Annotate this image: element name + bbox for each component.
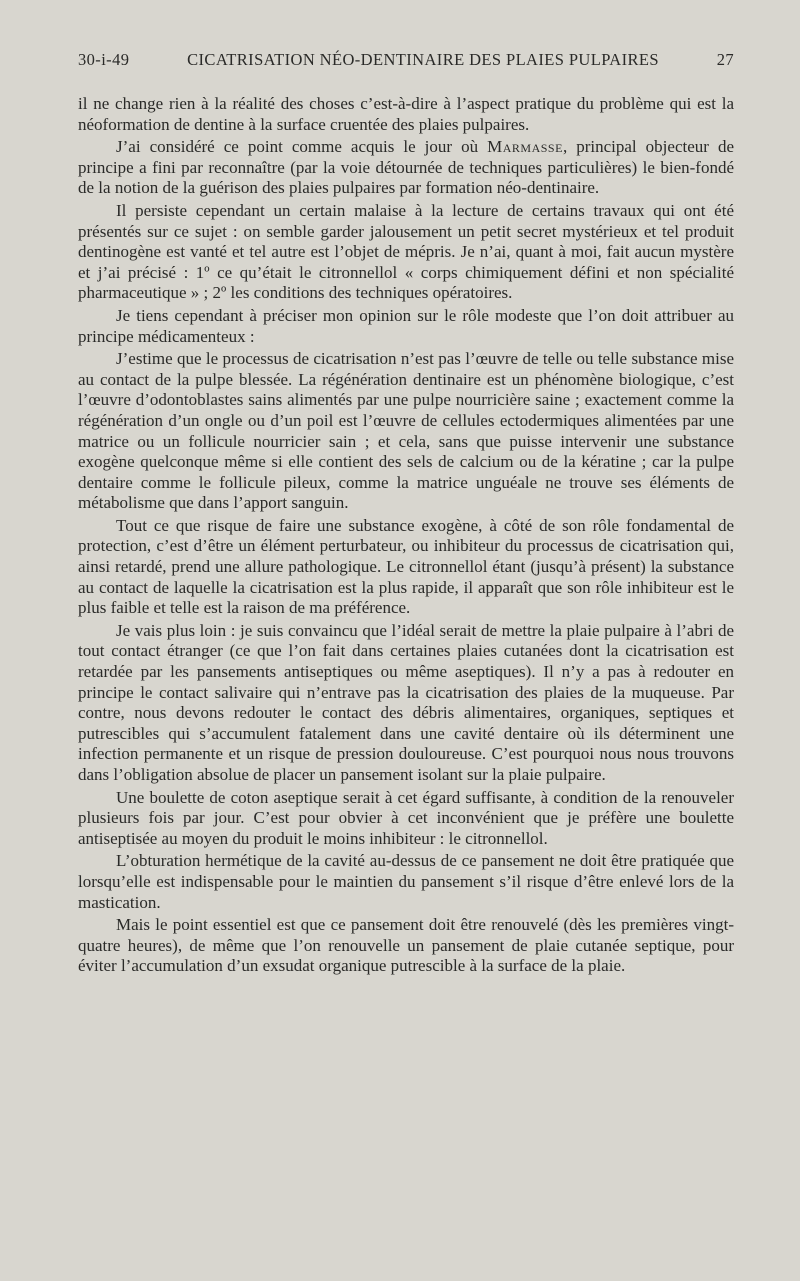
paragraph-6: Tout ce que risque de faire une substance exogène, à côté de son rôle fondamental de protection, c’est d’être un élément perturbateur, ou inhibiteur du processus de cicatrisation qui, ainsi retardé, prend une allure pathologique. Le citronnellol étant (jusqu’à présent) la substance au contact de laquelle la cicatrisation est la plus rapide, il apparaît que son rôle inhibiteur est le plus faible et telle est la raison de ma préférence. <box>78 515 734 618</box>
paragraph-2 <box>78 137 734 199</box>
paragraph-4: Je tiens cependant à préciser mon opinion sur le rôle modeste que l’on doit attribuer au principe médicamenteux : <box>78 305 734 346</box>
paragraph-9: L’obturation hermétique de la cavité au-dessus de ce pansement ne doit être pratiquée que lorsqu’elle est indispensable pour le maintien du pansement s’il risque d’être enlevé lors de la mastication. <box>78 851 734 912</box>
paragraph-2-start: J’ai considéré ce point comme acquis le jour où <box>116 137 488 157</box>
author-name: Marmasse <box>487 137 563 157</box>
paragraph-8: Une boulette de coton aseptique serait à cet égard suffisante, à condition de la renouveler plusieurs fois par jour. C’est pour obvier à cet inconvénient que je préfère une boulette antiseptisée au moyen du produit le moins inhibiteur : le citronnellol. <box>78 787 734 848</box>
paragraph-2-end: , principal objecteur de principe a fini par reconnaître (par la voie détournée de techniques particulières) le bien-fondé de la notion de la guérison des plaies pulpaires par formation néo-dentinaire. <box>78 137 734 198</box>
running-header <box>78 50 734 70</box>
paragraph-10: Mais le point essentiel est que ce pansement doit être renouvelé (dès les premières vingt-quatre heures), de même que l’on renouvelle un pansement de plaie cutanée septique, pour éviter l’accumulation d’un exsudat organique putrescible à la surface de la plaie. <box>78 915 734 976</box>
paragraph-1: il ne change rien à la réalité des choses c’est-à-dire à l’aspect pratique du problème qui est la néoformation de dentine à la surface cruentée des plaies pulpaires. <box>78 94 734 134</box>
header-title: CICATRISATION NÉO-DENTINAIRE DES PLAIES PULPAIRES <box>187 50 659 69</box>
paragraph-3: Il persiste cependant un certain malaise à la lecture de certains travaux qui ont été présentés sur ce sujet : on semble garder jalousement un petit secret mystérieux et tel produit dentinogène est vanté et tel autre est l’objet de mépris. Je n’ai, quant à moi, fait aucun mystère et j’ai précisé : 1º ce qu’était le citronnellol « corps chimiquement défini et non spécialité pharmaceutique » ; 2º les conditions des techniques opératoires. <box>78 200 734 303</box>
header-date: 30-i-49 <box>78 50 130 69</box>
paragraph-5: J’estime que le processus de cicatrisation n’est pas l’œuvre de telle ou telle substance mise au contact de la pulpe blessée. La régénération dentinaire est un phénomène biologique, c’est l’œuvre d’odontoblastes sains alimentés par une pulpe nourricière saine ; exactement comme la régénération d’un ongle ou d’un poil est l’œuvre de cellules ectodermiques alimentées par une matrice ou un follicule nourricier sain ; et cela, sans que puisse intervenir une substance exogène quelconque même si elle contient des sels de calcium ou de la kératine ; car la pulpe dentaire comme le follicule pileux, comme la matrice unguéale ne trouve ses éléments de métabolisme que dans l’apport sanguin. <box>78 349 734 513</box>
page-number: 27 <box>716 50 734 69</box>
body-text <box>78 94 734 977</box>
paragraph-7: Je vais plus loin : je suis convaincu que l’idéal serait de mettre la plaie pulpaire à l’abri de tout contact étranger (ce que l’on fait dans certaines plaies cutanées dont la cicatrisation est retardée par les pansements antiseptiques ou même aseptiques). Il n’y a pas à redouter en principe le contact salivaire qui n’entrave pas la cicatrisation des plaies de la muqueuse. Par contre, nous devons redouter le contact des débris alimentaires, organiques, septiques et putrescibles qui s’accumulent fatalement dans une cavité dentaire où ils déterminent une infection permanente et un risque de pression douloureuse. C’est pourquoi nous nous trouvons dans l’obligation absolue de placer un pansement isolant sur la plaie pulpaire. <box>78 620 734 784</box>
